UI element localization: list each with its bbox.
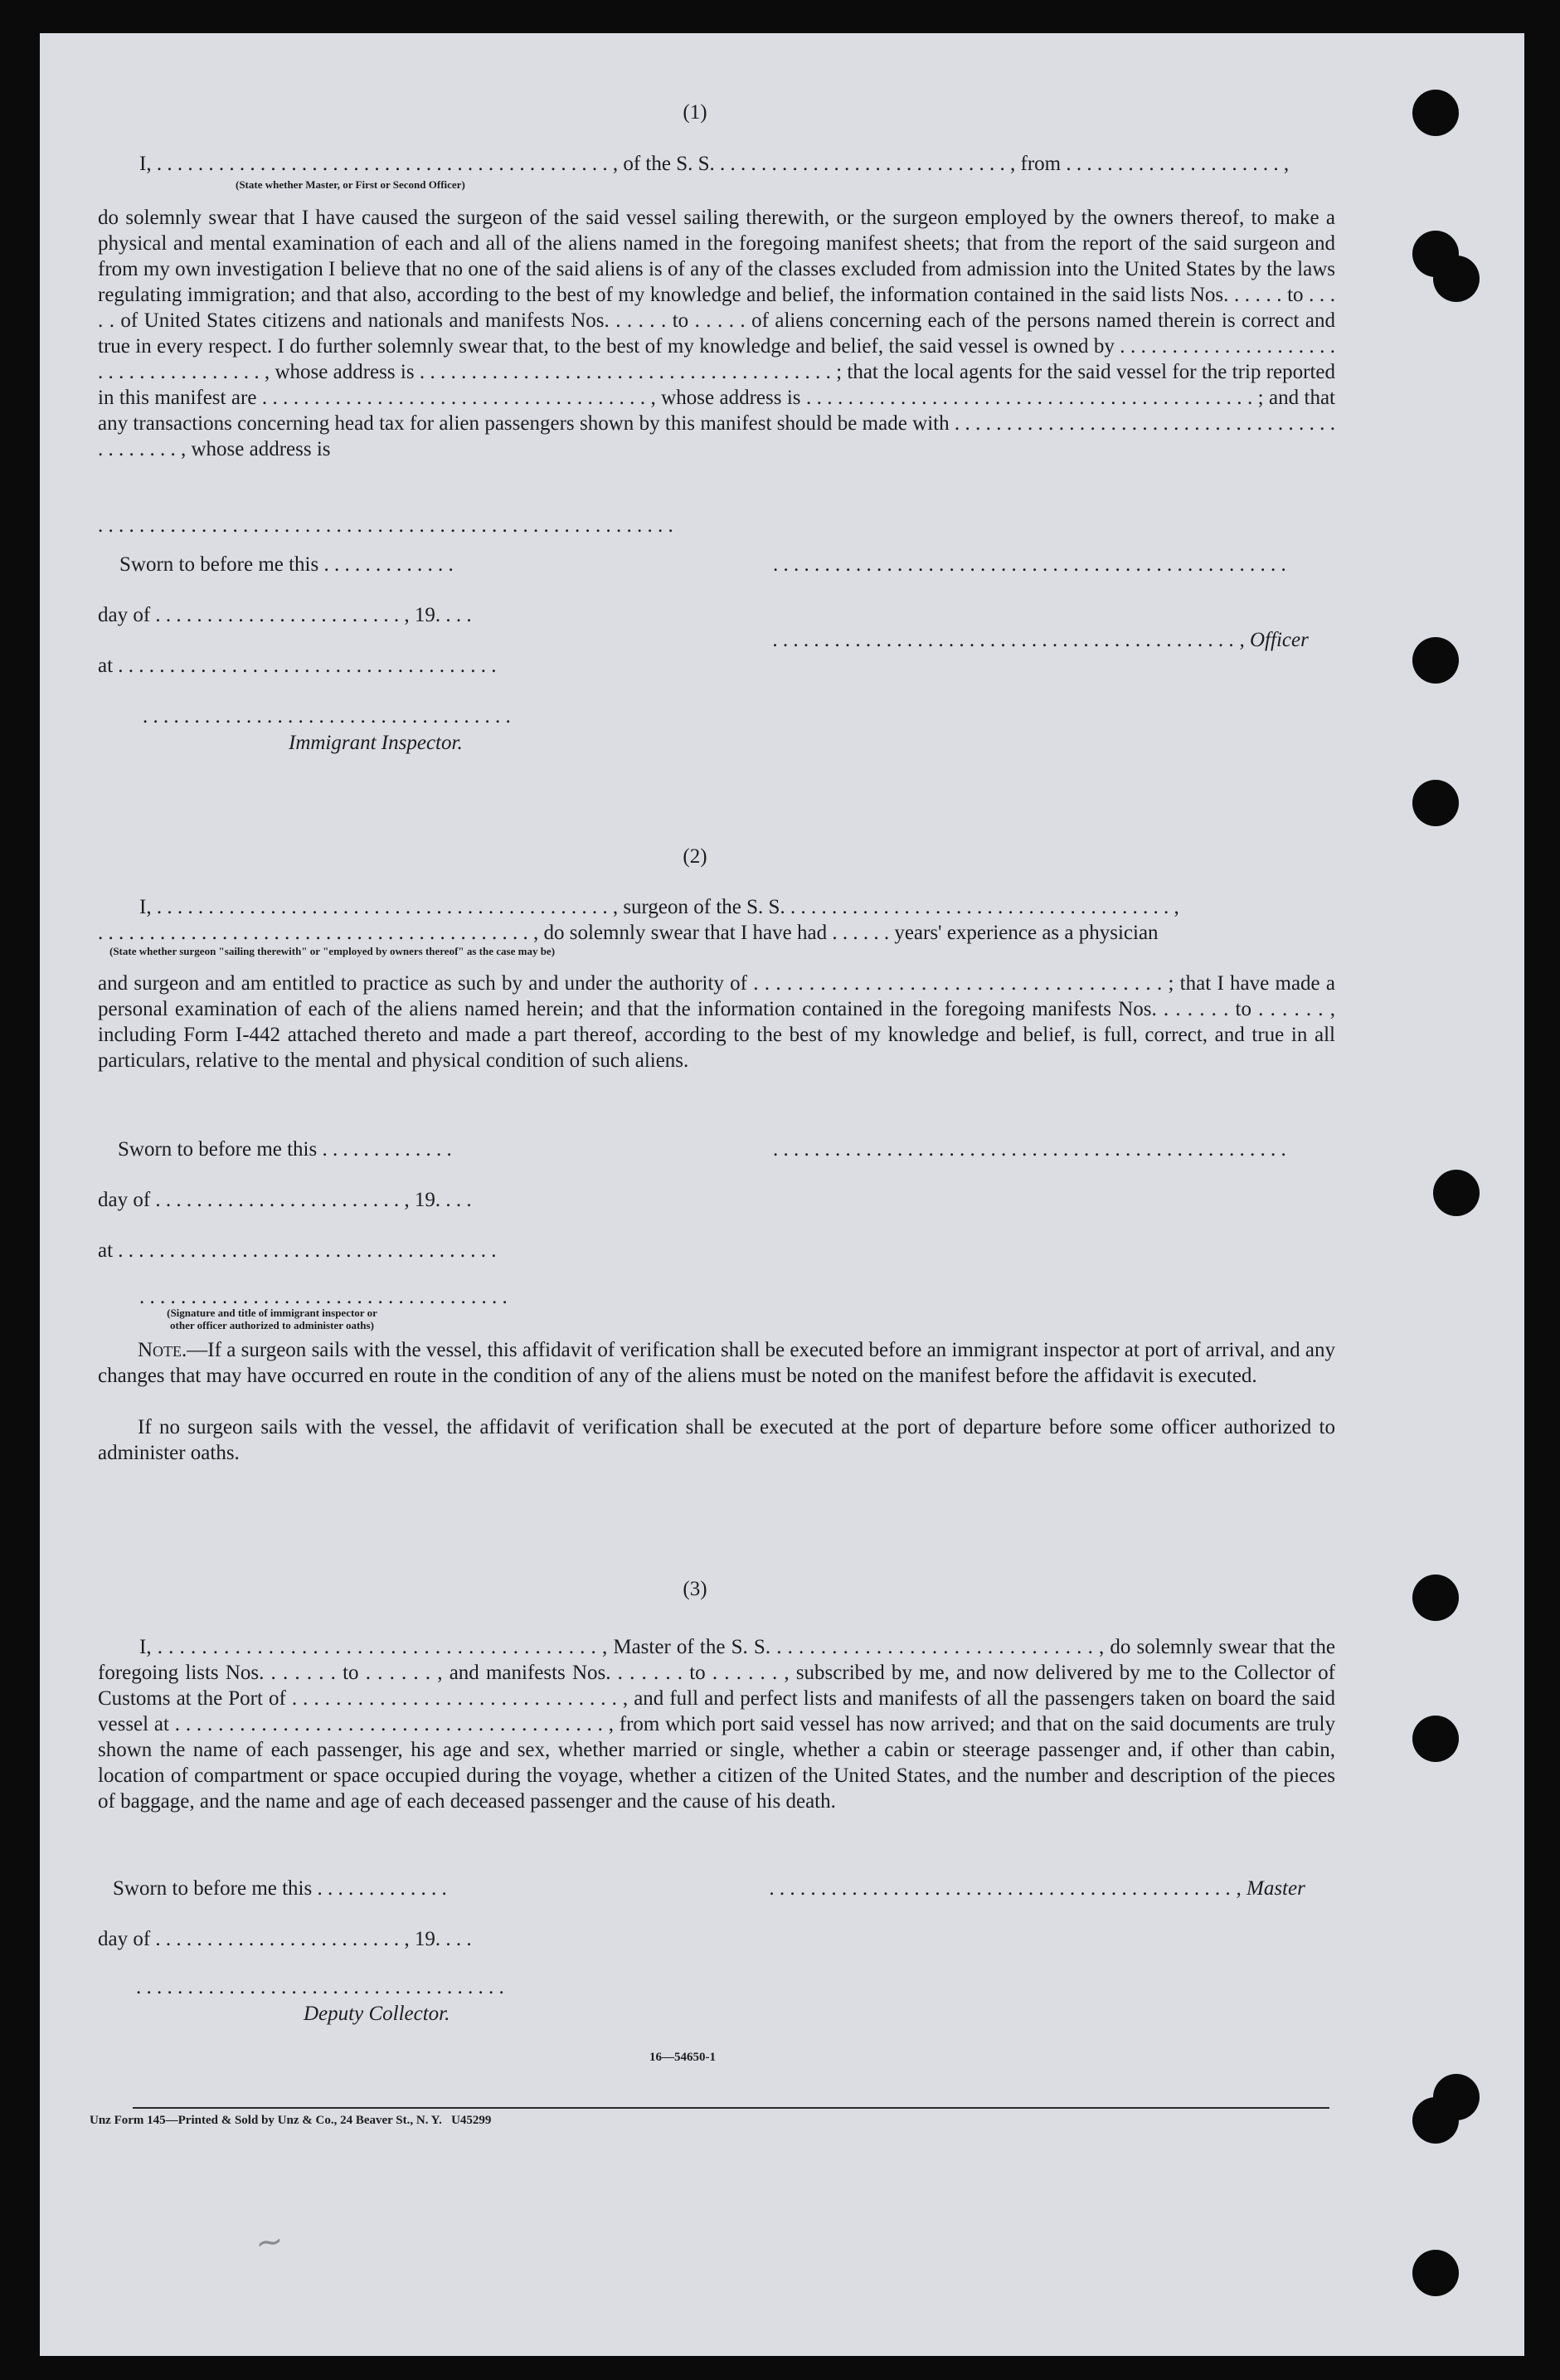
section-3-collector-signature: . . . . . . . . . . . . . . . . . . . . . . . . . . . . . . . . . . . . [136, 1976, 504, 1998]
pencil-mark: ~ [252, 2221, 286, 2264]
section-1-inspector-label: Immigrant Inspector. [289, 732, 463, 754]
punch-hole [1412, 90, 1459, 136]
footer-rule [133, 2107, 1329, 2109]
section-2-first-line: I, . . . . . . . . . . . . . . . . . . . . . . . . . . . . . . . . . . . . . . . . . . . . , surgeon of the S. S. . . . . . . . . . . . . . . . . . . . . . . . . . . . . . . . . . . . . . , [139, 896, 1179, 918]
printer-imprint: Unz Form 145—Printed & Sold by Unz & Co., 24 Beaver St., N. Y. U45299 [90, 2114, 492, 2127]
note-label: Note. [138, 1339, 187, 1361]
section-2-sworn-line: Sworn to before me this . . . . . . . . . . . . . [118, 1138, 452, 1161]
punch-hole [1412, 2097, 1459, 2144]
section-2-signature-hint-1: (Signature and title of immigrant inspector or [167, 1307, 377, 1319]
section-3-day-line: day of . . . . . . . . . . . . . . . . . . . . . . . . , 19. . . . [98, 1928, 472, 1950]
section-2-signature-line: . . . . . . . . . . . . . . . . . . . . . . . . . . . . . . . . . . . . . . . . . . . . . . . . . . [773, 1138, 1286, 1161]
section-1-oath-text: do solemnly swear that I have caused the surgeon of the said vessel sailing therewith, or the surgeon employed by the owners thereof, to make a physical and mental examination of each and all of the aliens named in the foregoing manifest sheets; that from the report of the said surgeon and from my own investigation I believe that no one of the said aliens is of any of the classes excluded from admission into the United States by the laws regulating immigration; and that also, according to the best of my knowledge and belief, the information contained in the said lists Nos. . . . . . to . . . . . of United States citizens and nationals and manifests Nos. . . . . . to . . . . . of aliens concerning each of the persons named therein is correct and true in every respect. I do further solemnly swear that, to the best of my knowledge and belief, the said vessel is owned by . . . . . . . . . . . . . . . . . . . . . . . . . . . . . . . . . . . . . , whose address is . . . . . . . . . . . . . . . . . . . . . . . . . . . . . . . . . . . . . . . . ; that the local agents for the said vessel for the trip reported in this manifest are . . . . . . . . . . . . . . . . . . . . . . . . . . . . . . . . . . . . . , whose address is . . . . . . . . . . . . . . . . . . . . . . . . . . . . . . . . . . . . . . . . . . . ; and that any transactions concerning head tax for alien passengers shown by this manifest should be made with . . . . . . . . . . . . . . . . . . . . . . . . . . . . . . . . . . . . . . . . . . . . . , whose address is [98, 207, 1335, 460]
section-3-number: (3) [683, 1578, 707, 1600]
section-2-number: (2) [683, 845, 707, 868]
section-2-at-line: at . . . . . . . . . . . . . . . . . . . . . . . . . . . . . . . . . . . . . [98, 1239, 497, 1262]
section-2-note-2: If no surgeon sails with the vessel, the affidavit of verification shall be executed at the port of departure before some officer authorized to administer oaths. [98, 1416, 1335, 1464]
section-2-second-line: . . . . . . . . . . . . . . . . . . . . . . . . . . . . . . . . . . . . . . . . . . , do solemnly swear that I have had . . . . . . years' experience as a physician [98, 922, 1159, 944]
punch-hole [1412, 780, 1459, 826]
punch-hole [1412, 1574, 1459, 1621]
section-2-surgeon-hint: (State whether surgeon "sailing therewith" or "employed by owners thereof" as the case may be) [109, 945, 556, 957]
section-2-signature-hint-2: other officer authorized to administer oaths) [170, 1319, 374, 1331]
section-1-officer-line: . . . . . . . . . . . . . . . . . . . . . . . . . . . . . . . . . . . . . . . . . . . . . , Officer [773, 629, 1309, 651]
section-1-signature-line: . . . . . . . . . . . . . . . . . . . . . . . . . . . . . . . . . . . . . . . . . . . . . . . . . . [773, 553, 1286, 576]
section-1-officer-hint: (State whether Master, or First or Second Officer) [236, 178, 465, 191]
form-code: 16—54650-1 [649, 2051, 716, 2064]
section-3-oath-text: I, . . . . . . . . . . . . . . . . . . . . . . . . . . . . . . . . . . . . . . . . , Master of the S. S. . . . . . . . . . . . . . . . . . . . . . . . . . . . . . , do solemnly swear that the foregoing lists Nos. . . . . . . to . . . . . . , and manifests Nos. . . . . . . to . . . . . . , subscribed by me, and now delivered by me to the Collector of Customs at the Port of . . . . . . . . . . . . . . . . . . . . . . . . . . . . . . , and full and perfect lists and manifests of all the passengers taken on board the said vessel at . . . . . . . . . . . . . . . . . . . . . . . . . . . . . . . . . . . . . . . . , from which port said vessel has now arrived; and that on the said documents are truly shown the name of each passenger, his age and sex, whether married or single, whether a cabin or steerage passenger and, if other than cabin, location of compartment or space occupied during the voyage, whether a citizen of the United States, and the number and description of the pieces of baggage, and the name and age of each deceased passenger and the cause of his death. [98, 1636, 1335, 1813]
note-text-1: —If a surgeon sails with the vessel, this affidavit of verification shall be executed before an immigrant inspector at port of arrival, and any changes that may have occurred en route in the condition of any of the aliens must be noted on the manifest before the affidavit is executed. [98, 1339, 1335, 1387]
punch-hole [1433, 1170, 1480, 1216]
punch-hole [1412, 2250, 1459, 2296]
manifest-affidavit-sheet [40, 33, 1524, 2356]
section-2-day-line: day of . . . . . . . . . . . . . . . . . . . . . . . . , 19. . . . [98, 1189, 472, 1211]
section-1-first-line: I, . . . . . . . . . . . . . . . . . . . . . . . . . . . . . . . . . . . . . . . . . . . . , of the S. S. . . . . . . . . . . . . . . . . . . . . . . . . . . . . , from . . . . . . . . . . . . . . . . . . . . . , [139, 153, 1290, 175]
section-2-note [98, 1337, 1335, 1389]
section-3-sworn-line: Sworn to before me this . . . . . . . . . . . . . [113, 1877, 447, 1900]
section-3-master-line: . . . . . . . . . . . . . . . . . . . . . . . . . . . . . . . . . . . . . . . . . . . . . , Master [770, 1877, 1305, 1900]
section-2-inspector-signature: . . . . . . . . . . . . . . . . . . . . . . . . . . . . . . . . . . . . [139, 1286, 508, 1308]
section-1-day-line: day of . . . . . . . . . . . . . . . . . . . . . . . . , 19. . . . [98, 604, 472, 626]
section-1-number: (1) [683, 101, 707, 124]
section-1-address-line: . . . . . . . . . . . . . . . . . . . . . . . . . . . . . . . . . . . . . . . . . . . . . . . . . . . . . . . . [98, 514, 673, 537]
punch-hole [1412, 637, 1459, 684]
section-1-sworn-line: Sworn to before me this . . . . . . . . . . . . . [119, 553, 454, 576]
section-1-at-line: at . . . . . . . . . . . . . . . . . . . . . . . . . . . . . . . . . . . . . [98, 655, 497, 677]
section-2-oath-text: and surgeon and am entitled to practice as such by and under the authority of . . . . . . . . . . . . . . . . . . . . . . . . . . . . . . . . . . . . . ; that I have made a personal examination of each of the aliens named herein; and that the information contained in the foregoing manifests Nos. . . . . . . to . . . . . . , including Form I-442 attached thereto and made a part thereof, according to the best of my knowledge and belief, is full, correct, and true in all particulars, relative to the mental and physical condition of such aliens. [98, 972, 1335, 1072]
section-3-collector-label: Deputy Collector. [304, 2003, 450, 2025]
punch-hole [1433, 256, 1480, 302]
section-1-inspector-signature: . . . . . . . . . . . . . . . . . . . . . . . . . . . . . . . . . . . . [143, 705, 511, 728]
punch-hole [1412, 1716, 1459, 1762]
